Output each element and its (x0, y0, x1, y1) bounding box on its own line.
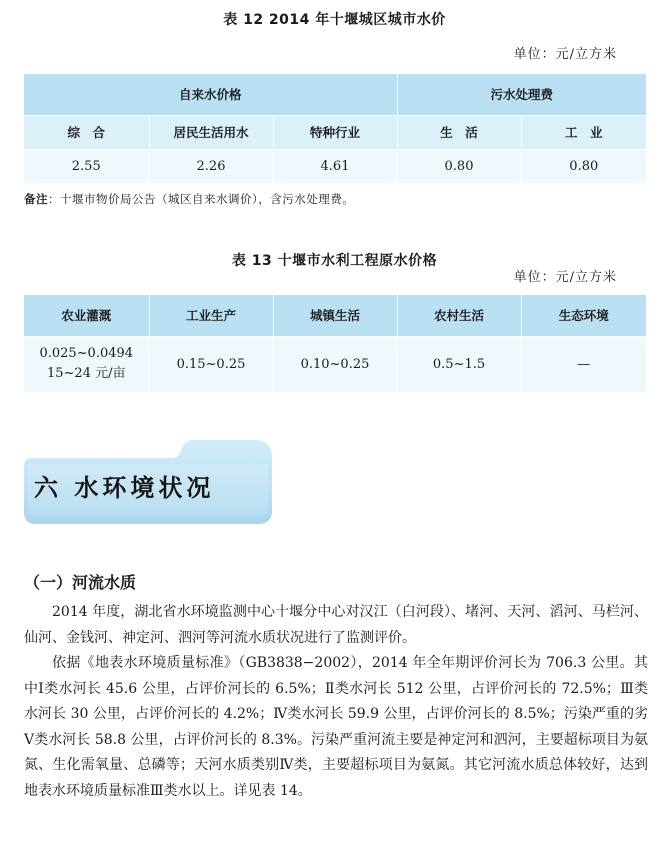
table12-cell: 2.26 (149, 149, 273, 183)
table13 (24, 295, 646, 392)
table12-col-special: 特种行业 (273, 115, 397, 149)
note-label: 备注 (24, 192, 48, 206)
table13-cell: 0.5~1.5 (397, 336, 521, 392)
paragraph: 2014 年度，湖北省水环境监测中心十堰分中心对汉江（白河段）、堵河、天河、滔河、马栏河、仙河、金钱河、神定河、泗河等河流水质状况进行了监测评价。 (24, 604, 648, 646)
table12-unit: 单位：元/立方米 (513, 47, 617, 62)
table12-group-tap-water: 自来水价格 (24, 74, 397, 115)
subsection-title: （一）河流水质 (24, 573, 137, 592)
table13-caption: 表 13 十堰市水利工程原水价格 (231, 253, 438, 269)
table12-note (24, 191, 354, 207)
table13-cell: 0.025~0.0494 (39, 346, 134, 362)
table12-cell: 0.80 (397, 149, 521, 183)
table12-group-sewage: 污水处理费 (397, 74, 646, 115)
table13-cell-extra: 15~24 元/亩 (47, 366, 126, 382)
table12-col-residential: 居民生活用水 (149, 115, 273, 149)
section-title: 六 水环境状况 (34, 474, 215, 502)
table13-cell: 0.15~0.25 (149, 336, 273, 392)
note-text: ：十堰市物价局公告（城区自来水调价），含污水处理费。 (48, 192, 355, 206)
table12-caption: 表 12 2014 年十堰城区城市水价 (223, 12, 446, 28)
paragraph: 依据《地表水环境质量标准》（GB3838−2002），2014 年全年期评价河长为 706.3 公里。其中Ⅰ类水河长 45.6 公里，占评价河长的 6.5%；Ⅱ类水河长 512 公里，占评价河长的 72.5%；Ⅲ类水河长 30 公里，占评价河长的 4.2%；Ⅳ类水河长 59.9 公里，占评价河长的 8.5%；污染严重的劣Ⅴ类水河长 58.8 公里，占评价河长的 8.3%。污染严重河流主要是神定河和泗河，主要超标项目为氨氮、生化需氧量、总磷等；天河水质类别Ⅳ类，主要超标项目为氨氮。其它河流水质总体较好，达到地表水环境质量标准Ⅲ类水以上。详见表 14。 (24, 655, 648, 799)
table13-cell: 0.10~0.25 (273, 336, 397, 392)
body-text (24, 600, 648, 804)
table12-col-industry: 工 业 (521, 115, 646, 149)
table13-col-rural: 农村生活 (397, 295, 521, 336)
table12 (24, 74, 646, 183)
table12-col-living: 生 活 (397, 115, 521, 149)
table13-col-agriculture: 农业灌溉 (24, 295, 149, 336)
table13-cell-agriculture (24, 336, 149, 392)
table13-col-industry: 工业生产 (149, 295, 273, 336)
table13-col-urban: 城镇生活 (273, 295, 397, 336)
table12-cell: 0.80 (521, 149, 646, 183)
table12-col-comprehensive: 综 合 (24, 115, 149, 149)
table12-cell: 4.61 (273, 149, 397, 183)
table12-cell: 2.55 (24, 149, 149, 183)
table13-cell: — (521, 336, 646, 392)
table13-col-ecology: 生态环境 (521, 295, 646, 336)
table13-unit: 单位：元/立方米 (513, 270, 617, 285)
